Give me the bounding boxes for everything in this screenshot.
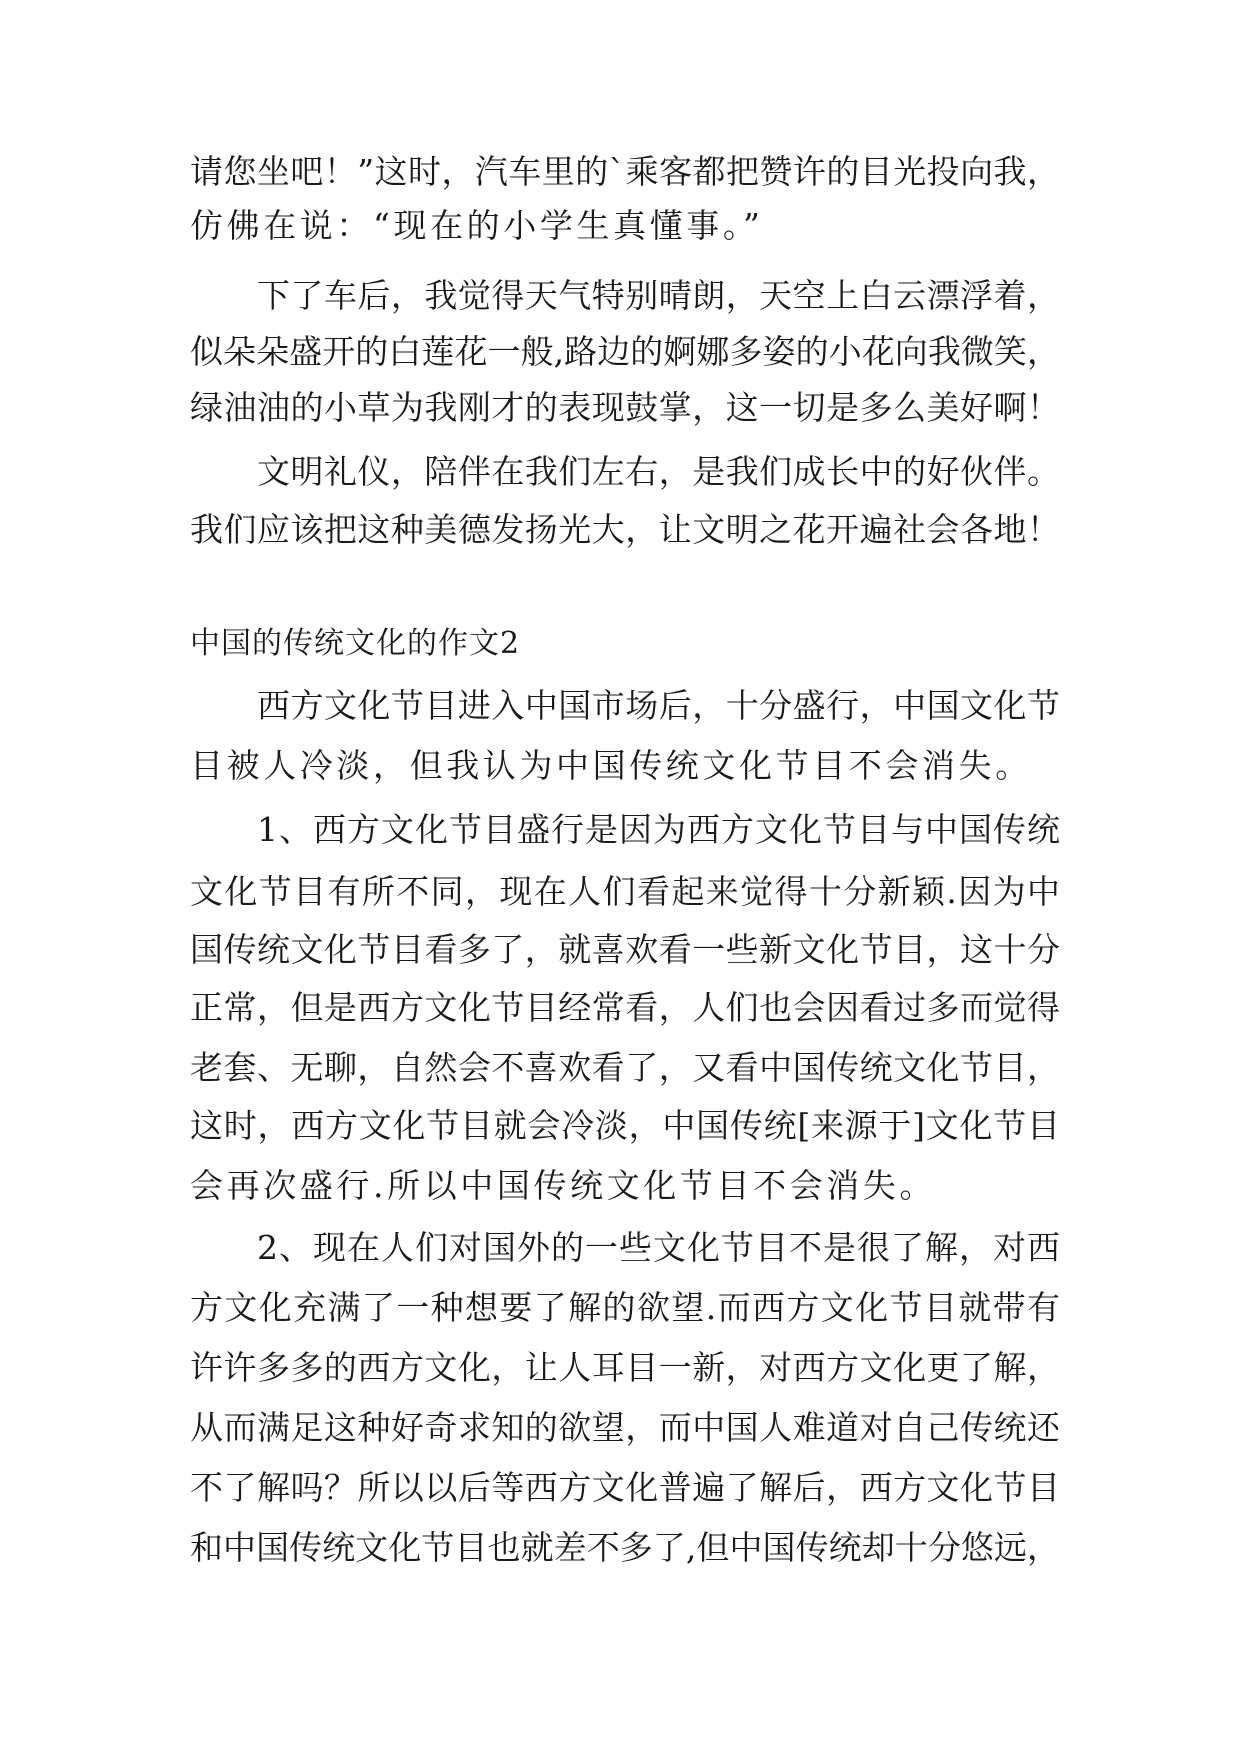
paragraph-line: 文化节目有所不同，现在人们看起来觉得十分新颖.因为中 (190, 872, 1060, 911)
paragraph-line: 会再次盛行.所以中国传统文化节目不会消失。 (190, 1166, 937, 1205)
paragraph-line: 似朵朵盛开的白莲花一般,路边的婀娜多姿的小花向我微笑， (190, 332, 1060, 371)
paragraph-line: 仿佛在说：“现在的小学生真懂事。” (190, 206, 764, 245)
paragraph-line: 文明礼仪，陪伴在我们左右，是我们成长中的好伙伴。 (257, 452, 1060, 491)
paragraph-line: 1、西方文化节目盛行是因为西方文化节目与中国传统 (257, 810, 1060, 849)
paragraph-line: 许许多多的西方文化，让人耳目一新，对西方文化更了解， (190, 1348, 1060, 1387)
paragraph-line: 不了解吗？所以以后等西方文化普遍了解后，西方文化节目 (190, 1468, 1060, 1507)
paragraph-line: 目被人冷淡，但我认为中国传统文化节目不会消失。 (190, 746, 1032, 785)
paragraph-line: 和中国传统文化节目也就差不多了,但中国传统却十分悠远， (190, 1528, 1060, 1567)
paragraph-line: 绿油油的小草为我刚才的表现鼓掌，这一切是多么美好啊！ (190, 388, 1060, 427)
paragraph-line: 这时，西方文化节目就会冷淡，中国传统[来源于]文化节目 (190, 1106, 1060, 1145)
section-heading: 中国的传统文化的作文2 (190, 626, 521, 661)
paragraph-line: 方文化充满了一种想要了解的欲望.而西方文化节目就带有 (190, 1288, 1060, 1327)
paragraph-line: 老套、无聊，自然会不喜欢看了，又看中国传统文化节目， (190, 1048, 1060, 1087)
paragraph-line: 西方文化节目进入中国市场后，十分盛行，中国文化节 (257, 686, 1060, 725)
paragraph-line: 下了车后，我觉得天气特别晴朗，天空上白云漂浮着， (257, 276, 1060, 315)
paragraph-line: 正常，但是西方文化节目经常看，人们也会因看过多而觉得 (190, 988, 1060, 1027)
paragraph-line: 请您坐吧！”这时，汽车里的`乘客都把赞许的目光投向我， (190, 152, 1060, 191)
paragraph-line: 国传统文化节目看多了，就喜欢看一些新文化节目，这十分 (190, 930, 1060, 969)
paragraph-line: 从而满足这种好奇求知的欲望，而中国人难道对自己传统还 (190, 1408, 1060, 1447)
paragraph-line: 2、现在人们对国外的一些文化节目不是很了解，对西 (257, 1228, 1060, 1267)
paragraph-line: 我们应该把这种美德发扬光大，让文明之花开遍社会各地！ (190, 510, 1060, 549)
